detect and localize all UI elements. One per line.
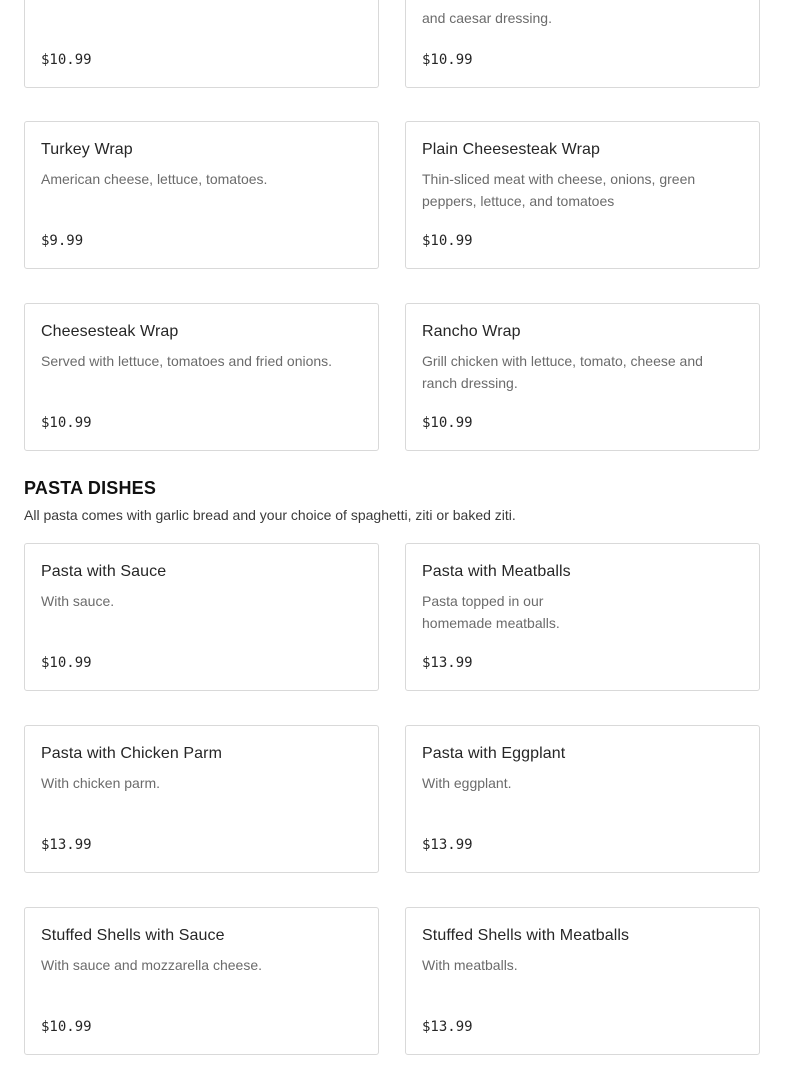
menu-item-description: With sauce. xyxy=(41,593,115,609)
menu-item-description: With sauce and mozzarella cheese. xyxy=(41,957,262,973)
menu-item-card[interactable] xyxy=(405,0,760,88)
menu-item-card[interactable] xyxy=(24,725,379,873)
menu-item-name: Pasta with Chicken Parm xyxy=(41,745,223,762)
menu-item-name: Pasta with Sauce xyxy=(41,563,167,580)
menu-item-name: Pasta with Meatballs xyxy=(422,563,571,580)
menu-item-card[interactable] xyxy=(405,725,760,873)
menu-item-price: $10.99 xyxy=(422,415,473,431)
menu-item-card[interactable] xyxy=(24,121,379,269)
menu-item-name: Cheesesteak Wrap xyxy=(41,323,179,340)
menu-item-price: $13.99 xyxy=(41,837,92,853)
menu-item-description: and caesar dressing. xyxy=(422,10,552,26)
menu-item-card[interactable] xyxy=(405,543,760,691)
menu-item-description: Thin-sliced meat with cheese, onions, green peppers, lettuce, and tomatoes xyxy=(422,171,696,209)
menu-item-price: $13.99 xyxy=(422,655,473,671)
menu-item-price: $10.99 xyxy=(422,233,473,249)
menu-item-card[interactable] xyxy=(405,907,760,1055)
menu-item-price: $13.99 xyxy=(422,837,473,853)
menu-item-description: Served with lettuce, tomatoes and fried onions. xyxy=(41,353,333,369)
menu-item-name: Stuffed Shells with Meatballs xyxy=(422,927,630,944)
menu-item-description: Pasta topped in our homemade meatballs. xyxy=(422,593,560,631)
menu-item-description: With eggplant. xyxy=(422,775,512,791)
menu-item-description: American cheese, lettuce, tomatoes. xyxy=(41,171,268,187)
menu-item-price: $9.99 xyxy=(41,233,84,249)
menu-item-card[interactable] xyxy=(405,303,760,451)
menu-item-card[interactable] xyxy=(24,303,379,451)
menu-item-card[interactable] xyxy=(405,121,760,269)
menu-item-name: Plain Cheesesteak Wrap xyxy=(422,141,600,158)
menu-item-card[interactable] xyxy=(24,907,379,1055)
menu-item-name: Turkey Wrap xyxy=(41,141,133,158)
menu-item-card[interactable] xyxy=(24,543,379,691)
menu-item-price: $10.99 xyxy=(41,52,92,68)
menu-item-name: Rancho Wrap xyxy=(422,323,521,340)
menu-item-price: $10.99 xyxy=(41,1019,92,1035)
menu-item-price: $13.99 xyxy=(422,1019,473,1035)
menu-item-price: $10.99 xyxy=(422,52,473,68)
menu-item-description: With meatballs. xyxy=(422,957,518,973)
menu-item-description: Grill chicken with lettuce, tomato, cheese and ranch dressing. xyxy=(422,353,703,391)
menu-item-card[interactable] xyxy=(24,0,379,88)
menu-item-name: Stuffed Shells with Sauce xyxy=(41,927,225,944)
section-subtitle: All pasta comes with garlic bread and your choice of spaghetti, ziti or baked ziti. xyxy=(24,507,516,523)
menu-item-name: Pasta with Eggplant xyxy=(422,745,566,762)
section-title: PASTA DISHES xyxy=(24,478,157,498)
menu-item-price: $10.99 xyxy=(41,415,92,431)
menu-item-description: With chicken parm. xyxy=(41,775,161,791)
menu-item-price: $10.99 xyxy=(41,655,92,671)
